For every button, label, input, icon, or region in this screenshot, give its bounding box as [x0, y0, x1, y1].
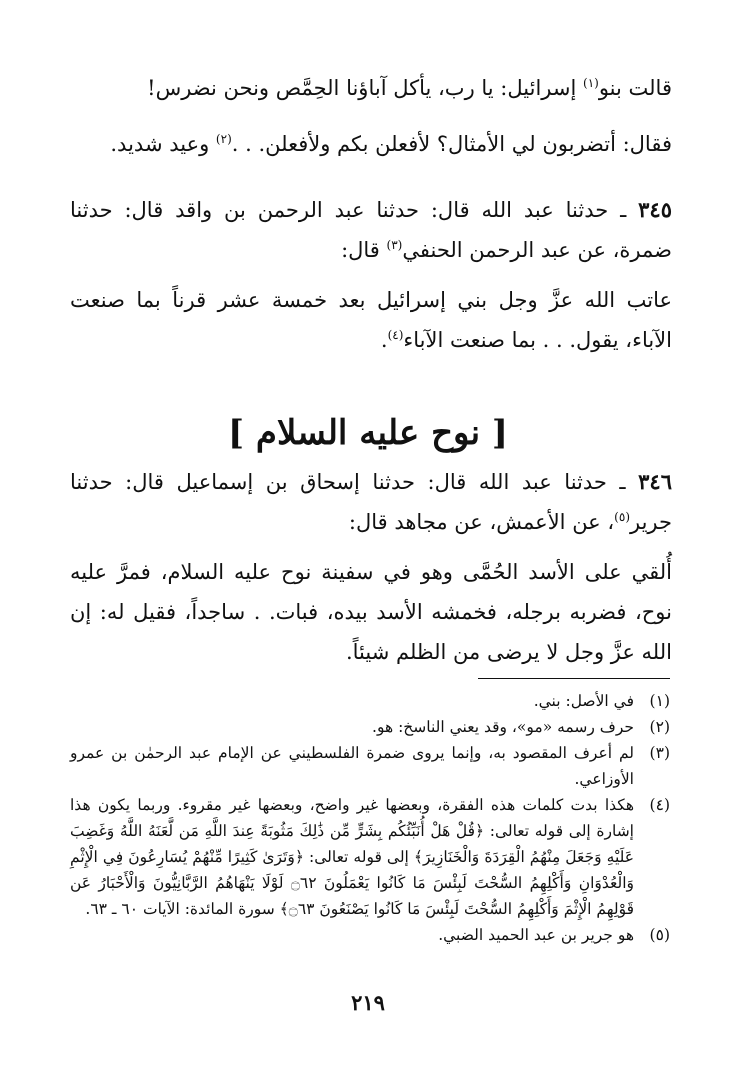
footnote-text: في الأصل: بني. [533, 692, 634, 710]
footnotes [70, 688, 670, 948]
footnote-ref-5[interactable]: (٥) [614, 510, 630, 524]
hadith-345: ٣٤٥ ـ حدثنا عبد الله قال: حدثنا عبد الرحمن بن واقد قال: حدثنا ضمرة، عن عبد الرحمن الحنفي$^{(٣)}$ قال: [70, 197, 672, 262]
footnote-text: هكذا بدت كلمات هذه الفقرة، وبعضها غير واضح، وبعضها غير مقروء. وربما يكون هذا إشارة إلى قوله تعالى: ﴿قُلْ هَلْ أُنَبِّئُكُم بِشَرٍّ مِّن ذَٰلِكَ مَثُوبَةً عِندَ اللَّهِ مَن لَّعَنَهُ اللَّهُ وَغَضِبَ عَلَيْهِ وَجَعَلَ مِنْهُمُ الْقِرَدَةَ وَالْخَنَازِيرَ﴾ إلى قوله تعالى: ﴿وَتَرَىٰ كَثِيرًا مِّنْهُمْ يُسَارِعُونَ فِي الْإِثْمِ وَالْعُدْوَانِ وَأَكْلِهِمُ السُّحْتَ لَبِئْسَ مَا كَانُوا يَعْمَلُونَ ۝٦٢ لَوْلَا يَنْهَاهُمُ الرَّبَّانِيُّونَ وَالْأَحْبَارُ عَن قَوْلِهِمُ الْإِثْمَ وَأَكْلِهِمُ السُّحْتَ لَبِئْسَ مَا كَانُوا يَصْنَعُونَ ۝٦٣﴾ سورة المائدة: الآيات ٦٠ ـ ٦٣. [70, 796, 634, 918]
footnote-number: (٣) [649, 744, 670, 762]
page-number: ٢١٩ [351, 990, 385, 1015]
footnote-text: هو جرير بن عبد الحميد الضبي. [438, 926, 634, 944]
footnote-number: (٥) [649, 926, 670, 944]
footnote-item [70, 792, 670, 922]
section-heading: [ نوح عليه السلام ] [227, 413, 508, 453]
footnote-ref-1[interactable]: (١) [583, 76, 599, 90]
paragraph-nuh-lion: أُلقي على الأسد الحُمَّى وهو في سفينة نوح عليه السلام، فمرَّ عليه نوح، فضربه برجله، فخمشه الأسد بيده، فبات. . ساجداً، فقيل له: إن الله عزَّ وجل لا يرضى من الظلم شيئاً. [70, 560, 672, 664]
footnote-divider [478, 678, 670, 679]
footnote-text: حرف رسمه «مو»، وقد يعني الناسخ: هو. [372, 718, 634, 736]
footnote-ref-3[interactable]: (٣) [386, 238, 403, 252]
footnote-ref-2[interactable]: (٢) [215, 132, 232, 146]
footnote-item [70, 688, 670, 714]
hadith-number: ٣٤٦ [638, 469, 672, 494]
footnote-ref-4[interactable]: (٤) [387, 328, 404, 342]
footnote-number: (٤) [649, 796, 670, 814]
hadith-number: ٣٤٥ [638, 197, 672, 222]
footnote-number: (٢) [649, 718, 670, 736]
paragraph-amthal: فقال: أتضربون لي الأمثال؟ لأفعلن بكم ولأفعلن. . .$^{(٢)}$ وعيد شديد. [110, 132, 672, 156]
footnote-item [70, 740, 670, 792]
footnote-text: لم أعرف المقصود به، وإنما يروى ضمرة الفلسطيني عن الإمام عبد الرحمٰن بن عمرو الأوزاعي. [70, 744, 634, 788]
paragraph-itab: عاتب الله عزَّ وجل بني إسرائيل بعد خمسة عشر قرناً بما صنعت الآباء، يقول. . . بما صنعت الآباء$^{(٤)}$. [70, 288, 672, 352]
footnote-number: (١) [649, 692, 670, 710]
hadith-346: ٣٤٦ ـ حدثنا عبد الله قال: حدثنا إسحاق بن إسماعيل قال: حدثنا جرير$^{(٥)}$، عن الأعمش، عن مجاهد قال: [70, 469, 672, 534]
footnote-item [70, 714, 670, 740]
footnote-item [70, 922, 670, 948]
paragraph-bani-israil: قالت بنو$^{(١)}$ إسرائيل: يا رب، يأكل آباؤنا الحِمَّص ونحن نضرس! [147, 76, 672, 100]
